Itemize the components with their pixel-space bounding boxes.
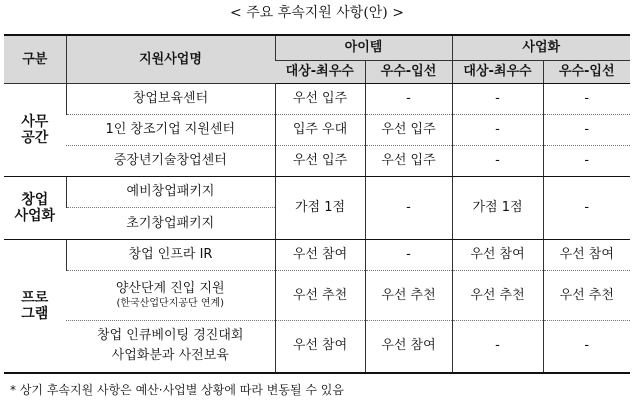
cell-biz-excellent: 우선 참여 bbox=[543, 240, 630, 271]
cell-biz-excellent: - bbox=[543, 115, 630, 146]
cell-biz-top: 우선 추천 bbox=[452, 271, 543, 321]
category-program bbox=[4, 240, 66, 373]
program-name: 창업 인큐베이팅 경진대회 사업화분과 사전보육 bbox=[97, 328, 244, 364]
cell-biz-excellent: - bbox=[543, 177, 630, 240]
header-business: 사업화 bbox=[452, 35, 630, 61]
program-name-cell bbox=[66, 321, 275, 373]
table-row bbox=[4, 321, 630, 373]
category-office bbox=[4, 84, 66, 177]
cell-biz-top: - bbox=[452, 84, 543, 115]
cell-item-top: 우선 입주 bbox=[275, 146, 365, 177]
category-label: 창업 사업화 bbox=[14, 192, 56, 224]
cell-item-excellent: 우선 입주 bbox=[365, 146, 452, 177]
header-item-excellent: 우수-입선 bbox=[365, 61, 452, 84]
cell-item-excellent: 우선 입주 bbox=[365, 115, 452, 146]
table-row bbox=[4, 146, 630, 177]
header-item: 아이템 bbox=[275, 35, 452, 61]
header-biz-top: 대상-최우수 bbox=[452, 61, 543, 84]
program-name: 초기창업패키지 bbox=[66, 208, 275, 240]
table-row bbox=[4, 177, 630, 208]
program-name: 중장년기술창업센터 bbox=[66, 146, 275, 177]
table-title: < 주요 후속지원 사항(안) > bbox=[230, 5, 404, 21]
cell-biz-excellent: - bbox=[543, 321, 630, 373]
header-program: 지원사업명 bbox=[66, 35, 275, 84]
category-label: 프로 그램 bbox=[21, 289, 49, 322]
cell-biz-top: 가점 1점 bbox=[452, 177, 543, 240]
program-subnote: (한국산업단지공단 연계) bbox=[116, 298, 225, 309]
cell-biz-excellent: 우선 추천 bbox=[543, 271, 630, 321]
cell-item-excellent: - bbox=[365, 240, 452, 271]
table-row bbox=[4, 240, 630, 271]
header-biz-excellent: 우수-입선 bbox=[543, 61, 630, 84]
program-name: 예비창업패키지 bbox=[66, 177, 275, 208]
program-name: 창업보육센터 bbox=[66, 84, 275, 115]
program-name: 1인 창조기업 지원센터 bbox=[66, 115, 275, 146]
cell-item-top: 입주 우대 bbox=[275, 115, 365, 146]
cell-biz-top: 우선 참여 bbox=[452, 240, 543, 271]
program-name-cell bbox=[66, 271, 275, 321]
support-table bbox=[4, 34, 630, 374]
cell-biz-top: - bbox=[452, 115, 543, 146]
program-name: 양산단계 진입 지원 bbox=[115, 281, 225, 296]
cell-item-top: 우선 입주 bbox=[275, 84, 365, 115]
category-label: 사무 공간 bbox=[21, 114, 49, 146]
cell-item-top: 우선 참여 bbox=[275, 240, 365, 271]
cell-item-top: 우선 참여 bbox=[275, 321, 365, 373]
header-category: 구분 bbox=[4, 35, 66, 84]
cell-item-excellent: - bbox=[365, 177, 452, 240]
header-item-top: 대상-최우수 bbox=[275, 61, 365, 84]
cell-biz-excellent: - bbox=[543, 146, 630, 177]
table-row bbox=[4, 115, 630, 146]
table-row bbox=[4, 271, 630, 321]
program-name: 창업 인프라 IR bbox=[66, 240, 275, 271]
cell-biz-top: - bbox=[452, 321, 543, 373]
footnote: * 상기 후속지원 사항은 예산·사업별 상황에 따라 변동될 수 있음 bbox=[10, 383, 344, 397]
category-startup-business bbox=[4, 177, 66, 240]
header-row-1 bbox=[4, 35, 630, 61]
cell-biz-excellent: - bbox=[543, 84, 630, 115]
cell-item-top: 가점 1점 bbox=[275, 177, 365, 240]
cell-item-excellent: 우선 추천 bbox=[365, 271, 452, 321]
cell-item-excellent: - bbox=[365, 84, 452, 115]
table-row bbox=[4, 84, 630, 115]
cell-item-excellent: 우선 참여 bbox=[365, 321, 452, 373]
cell-biz-top: - bbox=[452, 146, 543, 177]
cell-item-top: 우선 추천 bbox=[275, 271, 365, 321]
